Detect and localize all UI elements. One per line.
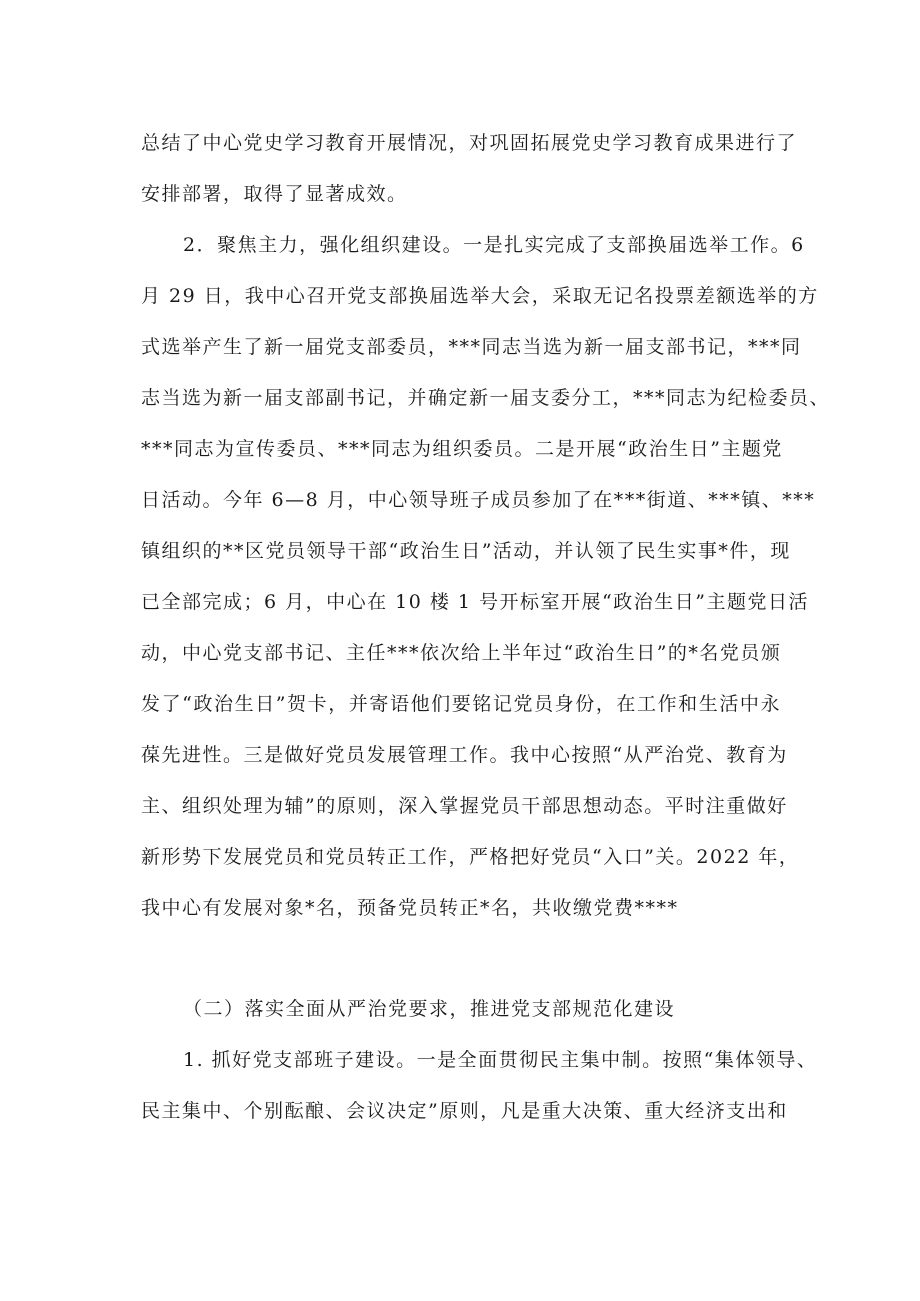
paragraph-line: 发了“政治生日”贺卡，并寄语他们要铭记党员身份，在工作和生活中永 [141,693,781,715]
paragraph-line: 民主集中、个别酝酿、会议决定”原则，凡是重大决策、重大经济支出和 [141,1100,788,1122]
section-heading: （二）落实全面从严治党要求，推进党支部规范化建设 [183,998,676,1020]
paragraph-line: 已全部完成；6 月，中心在 10 楼 1 号开标室开展“政治生日”主题党日活 [141,591,809,613]
paragraph-line: 日活动。今年 6—8 月，中心领导班子成员参加了在***街道、***镇、*** [141,489,816,511]
paragraph-line: 1. 抓好党支部班子建设。一是全面贯彻民主集中制。按照“集体领导、 [183,1049,818,1071]
paragraph-line: 新形势下发展党员和党员转正工作，严格把好党员“入口”关。2022 年， [141,846,800,868]
paragraph-line: ***同志为宣传委员、***同志为组织委员。二是开展“政治生日”主题党 [141,438,783,460]
paragraph-line: 动，中心党支部书记、主任***依次给上半年过“政治生日”的*名党员颁 [141,642,782,664]
paragraph-line: 镇组织的**区党员领导干部“政治生日”活动，并认领了民生实事*件，现 [141,540,791,562]
paragraph-line: 月 29 日，我中心召开党支部换届选举大会，采取无记名投票差额选举的方 [141,285,819,307]
paragraph-line: 总结了中心党史学习教育开展情况，对巩固拓展党史学习教育成果进行了 [141,132,798,154]
paragraph-line: 志当选为新一届支部副书记，并确定新一届支委分工，***同志为纪检委员、 [141,387,831,409]
paragraph-line: 我中心有发展对象*名，预备党员转正*名，共收缴党费**** [141,897,679,919]
paragraph-line: 2．聚焦主力，强化组织建设。一是扎实完成了支部换届选举工作。6 [183,234,805,256]
paragraph-line: 主、组织处理为辅”的原则，深入掌握党员干部思想动态。平时注重做好 [141,795,788,817]
paragraph-line: 安排部署，取得了显著成效。 [141,183,408,205]
paragraph-line: 葆先进性。三是做好党员发展管理工作。我中心按照“从严治党、教育为 [141,744,788,766]
paragraph-line: 式选举产生了新一届党支部委员，***同志当选为新一届支部书记，***同 [141,336,802,358]
